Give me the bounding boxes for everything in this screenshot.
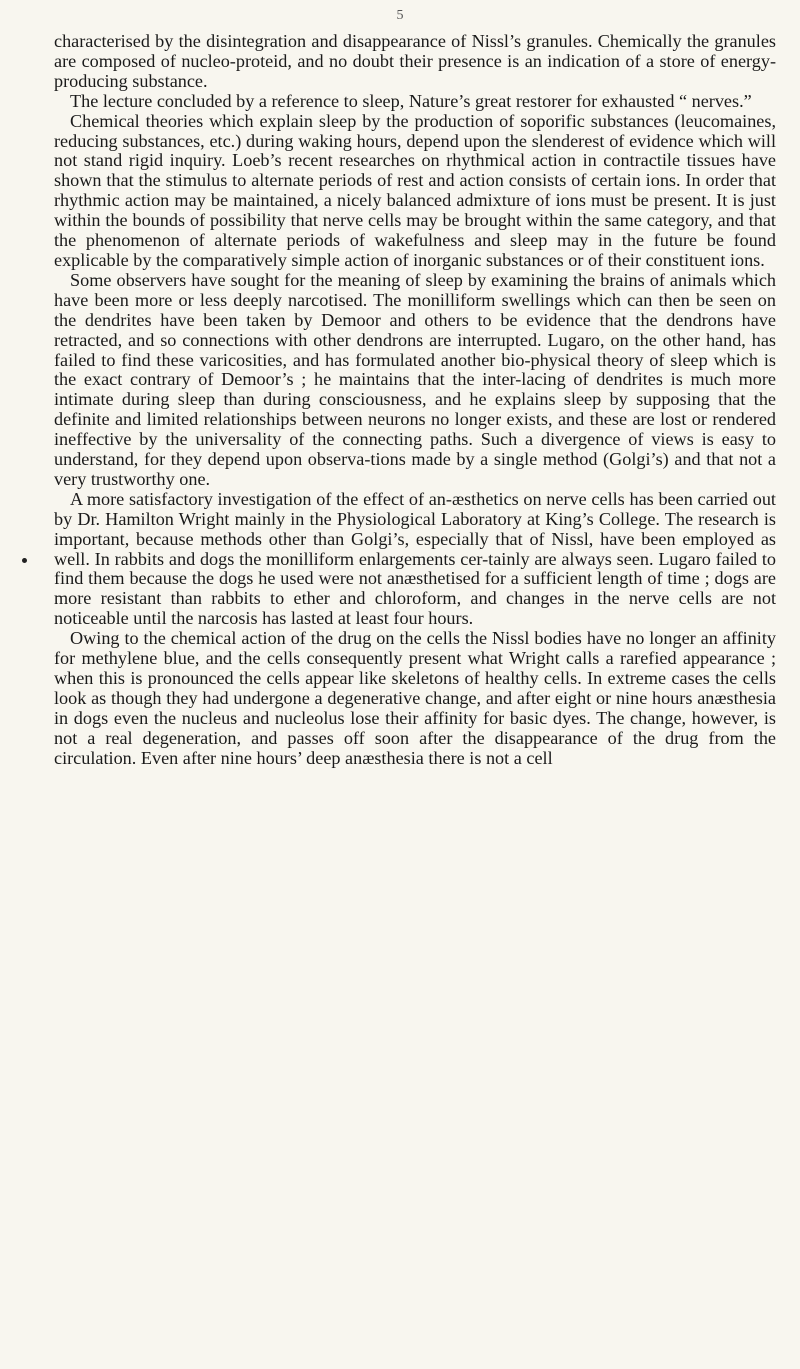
paragraph-3: Chemical theories which explain sleep by the production of soporific substances (leucomaines, reducing substances, etc.) during waking hours, depend upon the slenderest of evidence which will not stand rigid inquiry. Loeb’s recent researches on rhythmical action in contractile tissues have shown that the stimulus to alternate periods of rest and action consists of certain ions. In order that rhythmic action may be maintained, a nicely balanced admixture of ions must be present. It is just within the bounds of possibility that nerve cells may be brought within the same category, and that the phenomenon of alternate periods of wakefulness and sleep may in the future be found explicable by the comparatively simple action of inorganic substances or of their constituent ions.: [54, 110, 776, 270]
page-number: 5: [396, 8, 404, 23]
paragraph-1: characterised by the disintegration and disappearance of Nissl’s granules. Chemically the granules are composed of nucleo-proteid, and no doubt their presence is an indication of a store of energy-producing substance.: [54, 31, 776, 91]
body-text: [54, 32, 776, 769]
paragraph-4: Some observers have sought for the meaning of sleep by examining the brains of animals which have been more or less deeply narcotised. The monilliform swellings which can then be seen on the dendrites have been taken by Demoor and others to be evidence that the dendrons have retracted, and so connections with other dendrons are interrupted. Lugaro, on the other hand, has failed to find these varicosities, and has formulated another bio-physical theory of sleep which is the exact contrary of Demoor’s ; he maintains that the inter-lacing of dendrites is much more intimate during sleep than during consciousness, and he explains sleep by supposing that the definite and limited relationships between neurons no longer exists, and these are lost or rendered ineffective by the universality of the connecting paths. Such a divergence of views is easy to understand, for they depend upon observa-tions made by a single method (Golgi’s) and that not a very trustworthy one.: [54, 269, 776, 489]
paragraph-5: A more satisfactory investigation of the effect of an-æsthetics on nerve cells has been carried out by Dr. Hamilton Wright mainly in the Physiological Laboratory at King’s College. The research is important, because methods other than Golgi’s, especially that of Nissl, have been employed as well. In rabbits and dogs the monilliform enlargements cer-tainly are always seen. Lugaro failed to find them because the dogs he used were not anæsthetised for a sufficient length of time ; dogs are more resistant than rabbits to ether and chloroform, and changes in the nerve cells are not noticeable until the narcosis has lasted at least four hours.: [54, 488, 776, 629]
paragraph-6: Owing to the chemical action of the drug on the cells the Nissl bodies have no longer an affinity for methylene blue, and the cells consequently present what Wright calls a rarefied appearance ; when this is pronounced the cells appear like skeletons of healthy cells. In extreme cases the cells look as though they had undergone a degenerative change, and after eight or nine hours anæsthesia in dogs even the nucleus and nucleolus lose their affinity for basic dyes. The change, however, is not a real degeneration, and passes off soon after the disappearance of the drug from the circulation. Even after nine hours’ deep anæsthesia there is not a cell: [54, 628, 776, 768]
paragraph-2: The lecture concluded by a reference to sleep, Nature’s great restorer for exhausted “ nerves.”: [70, 90, 752, 111]
margin-mark: [22, 558, 27, 563]
